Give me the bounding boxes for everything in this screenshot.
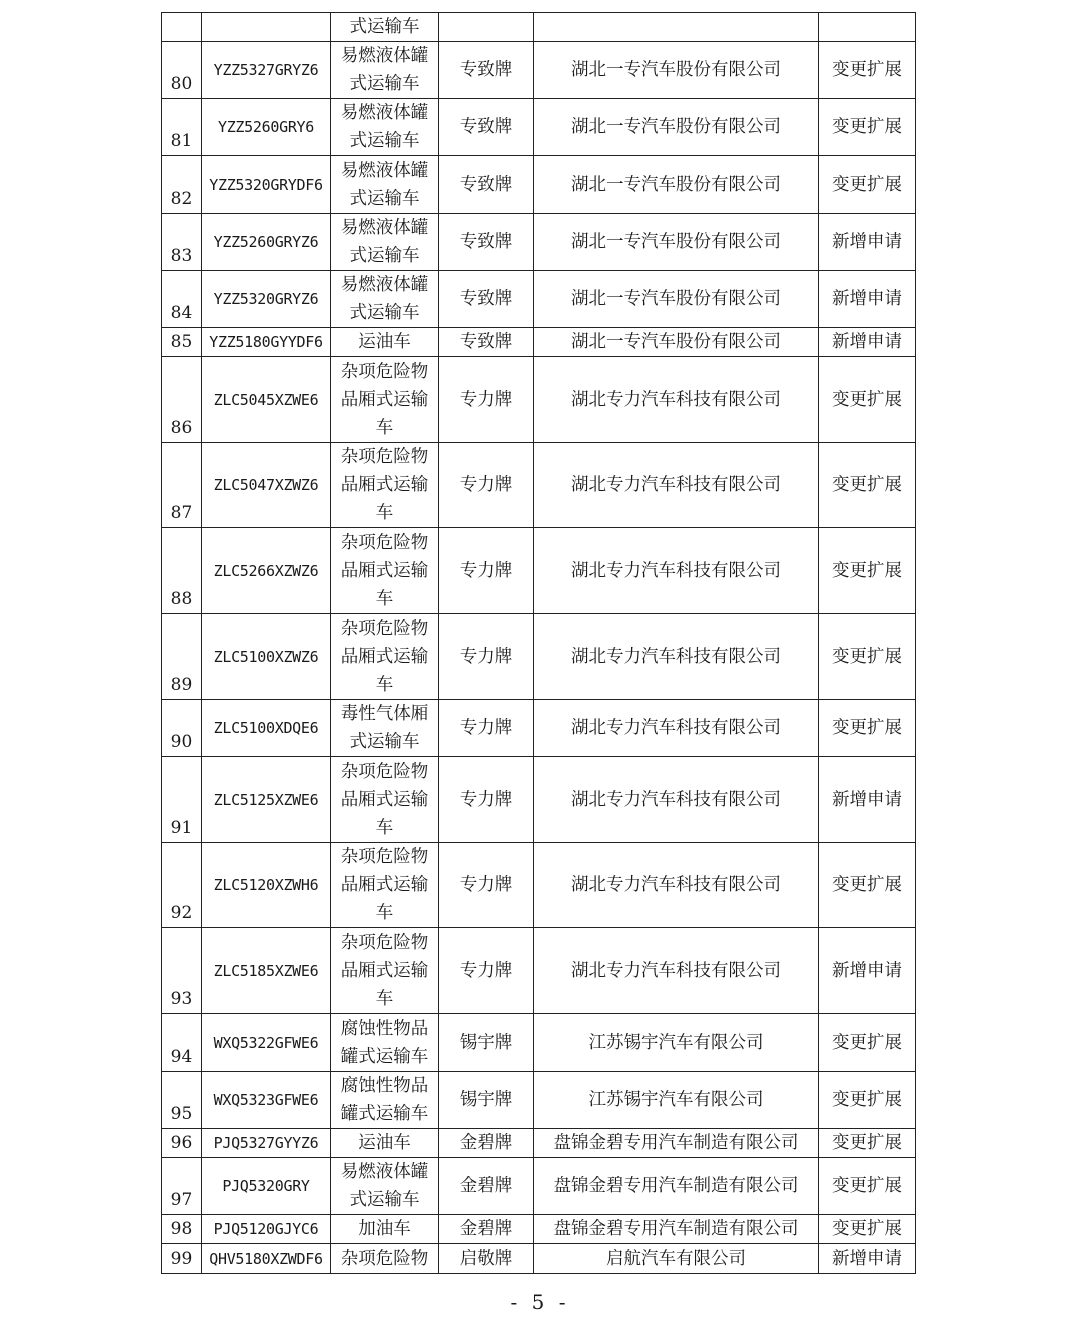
vehicle-type-cell: 杂项危险物	[331, 1244, 439, 1274]
brand-cell: 金碧牌	[439, 1158, 534, 1215]
brand-cell: 专力牌	[439, 757, 534, 843]
vehicle-type-cell: 易燃液体罐式运输车	[331, 42, 439, 99]
brand-cell: 专力牌	[439, 700, 534, 757]
vehicle-type-cell: 易燃液体罐式运输车	[331, 156, 439, 214]
company-cell: 湖北一专汽车股份有限公司	[534, 42, 819, 99]
company-cell: 湖北专力汽车科技有限公司	[534, 843, 819, 928]
vehicle-model-cell: YZZ5180GYYDF6	[202, 328, 331, 357]
vehicle-type-cell: 杂项危险物品厢式运输车	[331, 357, 439, 443]
brand-cell: 专力牌	[439, 843, 534, 928]
table-row	[162, 328, 916, 357]
vehicle-model-cell: ZLC5266XZWZ6	[202, 528, 331, 614]
company-cell: 盘锦金碧专用汽车制造有限公司	[534, 1158, 819, 1215]
row-number-cell: 80	[162, 42, 202, 99]
company-cell: 启航汽车有限公司	[534, 1244, 819, 1274]
vehicle-model-cell: WXQ5322GFWE6	[202, 1014, 331, 1072]
vehicle-model-cell	[202, 13, 331, 42]
vehicle-model-cell: ZLC5047XZWZ6	[202, 443, 331, 528]
vehicle-model-cell: YZZ5320GRYZ6	[202, 271, 331, 328]
vehicle-type-cell: 运油车	[331, 1129, 439, 1158]
vehicle-model-cell: YZZ5327GRYZ6	[202, 42, 331, 99]
table-row	[162, 13, 916, 42]
vehicle-type-cell: 加油车	[331, 1215, 439, 1244]
table-row	[162, 443, 916, 528]
vehicle-model-cell: PJQ5327GYYZ6	[202, 1129, 331, 1158]
status-cell: 变更扩展	[819, 1215, 916, 1244]
vehicle-type-cell: 易燃液体罐式运输车	[331, 1158, 439, 1215]
vehicle-type-cell: 杂项危险物品厢式运输车	[331, 443, 439, 528]
status-cell: 新增申请	[819, 328, 916, 357]
company-cell: 湖北一专汽车股份有限公司	[534, 271, 819, 328]
status-cell: 变更扩展	[819, 1129, 916, 1158]
table-row	[162, 42, 916, 99]
status-cell: 变更扩展	[819, 614, 916, 700]
brand-cell: 金碧牌	[439, 1129, 534, 1158]
page-number: - 5 -	[510, 1290, 570, 1314]
row-number-cell: 87	[162, 443, 202, 528]
brand-cell: 专力牌	[439, 614, 534, 700]
vehicle-model-cell: ZLC5125XZWE6	[202, 757, 331, 843]
status-cell	[819, 13, 916, 42]
brand-cell: 金碧牌	[439, 1215, 534, 1244]
brand-cell: 专致牌	[439, 99, 534, 156]
row-number-cell: 84	[162, 271, 202, 328]
status-cell: 新增申请	[819, 928, 916, 1014]
vehicle-model-cell: QHV5180XZWDF6	[202, 1244, 331, 1274]
vehicle-model-cell: ZLC5120XZWH6	[202, 843, 331, 928]
company-cell: 江苏锡宇汽车有限公司	[534, 1014, 819, 1072]
row-number-cell: 83	[162, 214, 202, 271]
row-number-cell: 94	[162, 1014, 202, 1072]
row-number-cell: 96	[162, 1129, 202, 1158]
vehicle-model-cell: PJQ5120GJYC6	[202, 1215, 331, 1244]
brand-cell: 启敬牌	[439, 1244, 534, 1274]
row-number-cell: 88	[162, 528, 202, 614]
company-cell: 盘锦金碧专用汽车制造有限公司	[534, 1215, 819, 1244]
vehicle-type-cell: 易燃液体罐式运输车	[331, 99, 439, 156]
company-cell: 湖北专力汽车科技有限公司	[534, 357, 819, 443]
row-number-cell: 93	[162, 928, 202, 1014]
status-cell: 变更扩展	[819, 700, 916, 757]
row-number-cell: 95	[162, 1072, 202, 1129]
vehicle-model-cell: PJQ5320GRY	[202, 1158, 331, 1215]
brand-cell: 专致牌	[439, 271, 534, 328]
table-row	[162, 271, 916, 328]
table-row	[162, 700, 916, 757]
status-cell: 变更扩展	[819, 1014, 916, 1072]
vehicle-type-cell: 易燃液体罐式运输车	[331, 271, 439, 328]
company-cell: 湖北一专汽车股份有限公司	[534, 214, 819, 271]
company-cell: 湖北专力汽车科技有限公司	[534, 757, 819, 843]
brand-cell: 专致牌	[439, 214, 534, 271]
table-row	[162, 1215, 916, 1244]
brand-cell	[439, 13, 534, 42]
brand-cell: 专致牌	[439, 156, 534, 214]
brand-cell: 锡宇牌	[439, 1014, 534, 1072]
company-cell: 江苏锡宇汽车有限公司	[534, 1072, 819, 1129]
status-cell: 变更扩展	[819, 156, 916, 214]
table-row	[162, 1014, 916, 1072]
company-cell: 湖北专力汽车科技有限公司	[534, 443, 819, 528]
table-row	[162, 1129, 916, 1158]
row-number-cell: 86	[162, 357, 202, 443]
status-cell: 新增申请	[819, 271, 916, 328]
table-row	[162, 357, 916, 443]
vehicle-model-cell: ZLC5100XDQE6	[202, 700, 331, 757]
brand-cell: 专力牌	[439, 528, 534, 614]
status-cell: 变更扩展	[819, 843, 916, 928]
table-row	[162, 99, 916, 156]
table-row	[162, 214, 916, 271]
vehicle-type-cell: 杂项危险物品厢式运输车	[331, 757, 439, 843]
table-row	[162, 1158, 916, 1215]
company-cell: 湖北专力汽车科技有限公司	[534, 614, 819, 700]
status-cell: 变更扩展	[819, 99, 916, 156]
row-number-cell: 91	[162, 757, 202, 843]
table-row	[162, 928, 916, 1014]
brand-cell: 专致牌	[439, 328, 534, 357]
vehicle-type-cell: 杂项危险物品厢式运输车	[331, 843, 439, 928]
row-number-cell: 97	[162, 1158, 202, 1215]
row-number-cell: 98	[162, 1215, 202, 1244]
company-cell: 湖北专力汽车科技有限公司	[534, 528, 819, 614]
company-cell: 湖北专力汽车科技有限公司	[534, 928, 819, 1014]
row-number-cell	[162, 13, 202, 42]
vehicle-type-cell: 腐蚀性物品罐式运输车	[331, 1014, 439, 1072]
status-cell: 新增申请	[819, 757, 916, 843]
status-cell: 变更扩展	[819, 357, 916, 443]
company-cell: 湖北一专汽车股份有限公司	[534, 328, 819, 357]
row-number-cell: 89	[162, 614, 202, 700]
status-cell: 新增申请	[819, 1244, 916, 1274]
table-row	[162, 1244, 916, 1274]
status-cell: 变更扩展	[819, 42, 916, 99]
brand-cell: 专力牌	[439, 443, 534, 528]
vehicle-type-cell: 杂项危险物品厢式运输车	[331, 928, 439, 1014]
vehicle-model-cell: WXQ5323GFWE6	[202, 1072, 331, 1129]
vehicle-model-cell: YZZ5260GRY6	[202, 99, 331, 156]
brand-cell: 专力牌	[439, 928, 534, 1014]
status-cell: 变更扩展	[819, 1158, 916, 1215]
status-cell: 变更扩展	[819, 1072, 916, 1129]
vehicle-model-cell: YZZ5320GRYDF6	[202, 156, 331, 214]
vehicle-type-cell: 式运输车	[331, 13, 439, 42]
status-cell: 变更扩展	[819, 528, 916, 614]
table-row	[162, 1072, 916, 1129]
row-number-cell: 82	[162, 156, 202, 214]
vehicle-model-cell: YZZ5260GRYZ6	[202, 214, 331, 271]
company-cell: 湖北一专汽车股份有限公司	[534, 99, 819, 156]
company-cell: 湖北一专汽车股份有限公司	[534, 156, 819, 214]
table-row	[162, 528, 916, 614]
vehicle-model-cell: ZLC5185XZWE6	[202, 928, 331, 1014]
vehicle-type-cell: 腐蚀性物品罐式运输车	[331, 1072, 439, 1129]
vehicle-type-cell: 杂项危险物品厢式运输车	[331, 528, 439, 614]
row-number-cell: 92	[162, 843, 202, 928]
status-cell: 新增申请	[819, 214, 916, 271]
vehicle-model-cell: ZLC5045XZWE6	[202, 357, 331, 443]
table-body	[162, 13, 916, 1274]
vehicle-type-cell: 运油车	[331, 328, 439, 357]
row-number-cell: 90	[162, 700, 202, 757]
vehicle-type-cell: 杂项危险物品厢式运输车	[331, 614, 439, 700]
table-row	[162, 757, 916, 843]
company-cell: 湖北专力汽车科技有限公司	[534, 700, 819, 757]
table-row	[162, 614, 916, 700]
brand-cell: 专力牌	[439, 357, 534, 443]
brand-cell: 锡宇牌	[439, 1072, 534, 1129]
row-number-cell: 85	[162, 328, 202, 357]
vehicle-model-cell: ZLC5100XZWZ6	[202, 614, 331, 700]
company-cell: 盘锦金碧专用汽车制造有限公司	[534, 1129, 819, 1158]
table-row	[162, 843, 916, 928]
company-cell	[534, 13, 819, 42]
vehicle-type-cell: 毒性气体厢式运输车	[331, 700, 439, 757]
row-number-cell: 99	[162, 1244, 202, 1274]
row-number-cell: 81	[162, 99, 202, 156]
vehicle-type-cell: 易燃液体罐式运输车	[331, 214, 439, 271]
brand-cell: 专致牌	[439, 42, 534, 99]
table-row	[162, 156, 916, 214]
vehicle-list-table	[161, 12, 916, 1274]
status-cell: 变更扩展	[819, 443, 916, 528]
